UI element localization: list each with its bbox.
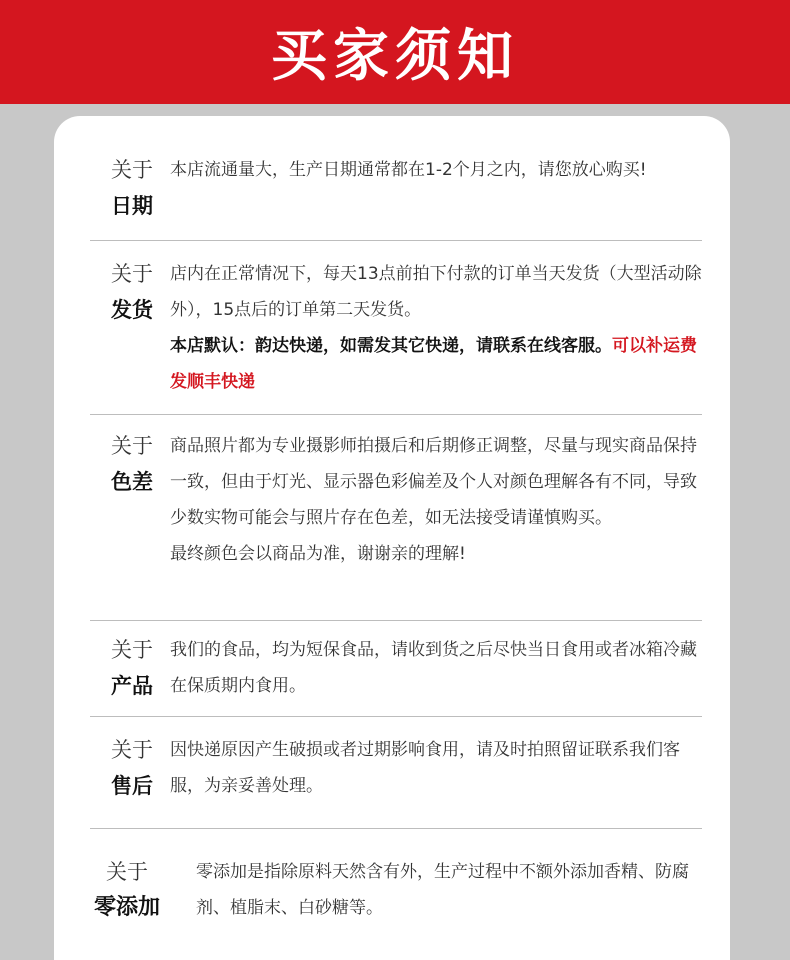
section-label: 关于 发货 <box>111 262 153 322</box>
section-shipping <box>94 256 704 400</box>
section-label: 关于 产品 <box>111 638 153 698</box>
header-banner <box>0 0 790 104</box>
section-content: 零添加是指除原料天然含有外，生产过程中不额外添加香精、防腐剂、植脂末、白砂糖等。 <box>196 862 689 918</box>
section-after-sales <box>94 732 704 804</box>
page-title: 买家须知 <box>271 23 519 89</box>
section-color-difference <box>94 428 704 572</box>
section-content: 本店流通量大，生产日期通常都在1-2个月之内，请您放心购买! <box>170 160 647 180</box>
section-product <box>94 632 704 704</box>
divider <box>90 240 702 241</box>
sf-express-note: 可以补运费发顺丰快递 <box>170 336 697 392</box>
divider <box>90 620 702 621</box>
section-label: 关于 售后 <box>111 738 153 798</box>
section-date <box>94 152 704 224</box>
section-zero-additive <box>94 854 704 926</box>
section-label: 关于 零添加 <box>93 860 160 920</box>
section-label: 关于 色差 <box>111 434 153 494</box>
notice-card <box>54 116 730 960</box>
section-content: 我们的食品，均为短保食品，请收到货之后尽快当日食用或者冰箱冷藏在保质期内食用。 <box>170 640 697 696</box>
divider <box>90 716 702 717</box>
section-content: 商品照片都为专业摄影师拍摄后和后期修正调整，尽量与现实商品保持一致，但由于灯光、显示器色彩偏差及个人对颜色理解各有不同，导致少数实物可能会与照片存在色差，如无法接受请谨慎购买。 最终颜色会以商品为准，谢谢亲的理解! <box>170 436 697 564</box>
divider <box>90 828 702 829</box>
divider <box>90 414 702 415</box>
courier-notice: 本店默认：韵达快递，如需发其它快递，请联系在线客服。 <box>170 336 612 356</box>
section-content: 因快递原因产生破损或者过期影响食用，请及时拍照留证联系我们客服，为亲妥善处理。 <box>170 740 680 796</box>
section-content: 店内在正常情况下，每天13点前拍下付款的订单当天发货（大型活动除外），15点后的订单第二天发货。 本店默认：韵达快递，如需发其它快递，请联系在线客服。可以补运费发顺丰快递 <box>170 264 702 392</box>
section-label: 关于 日期 <box>111 158 153 218</box>
